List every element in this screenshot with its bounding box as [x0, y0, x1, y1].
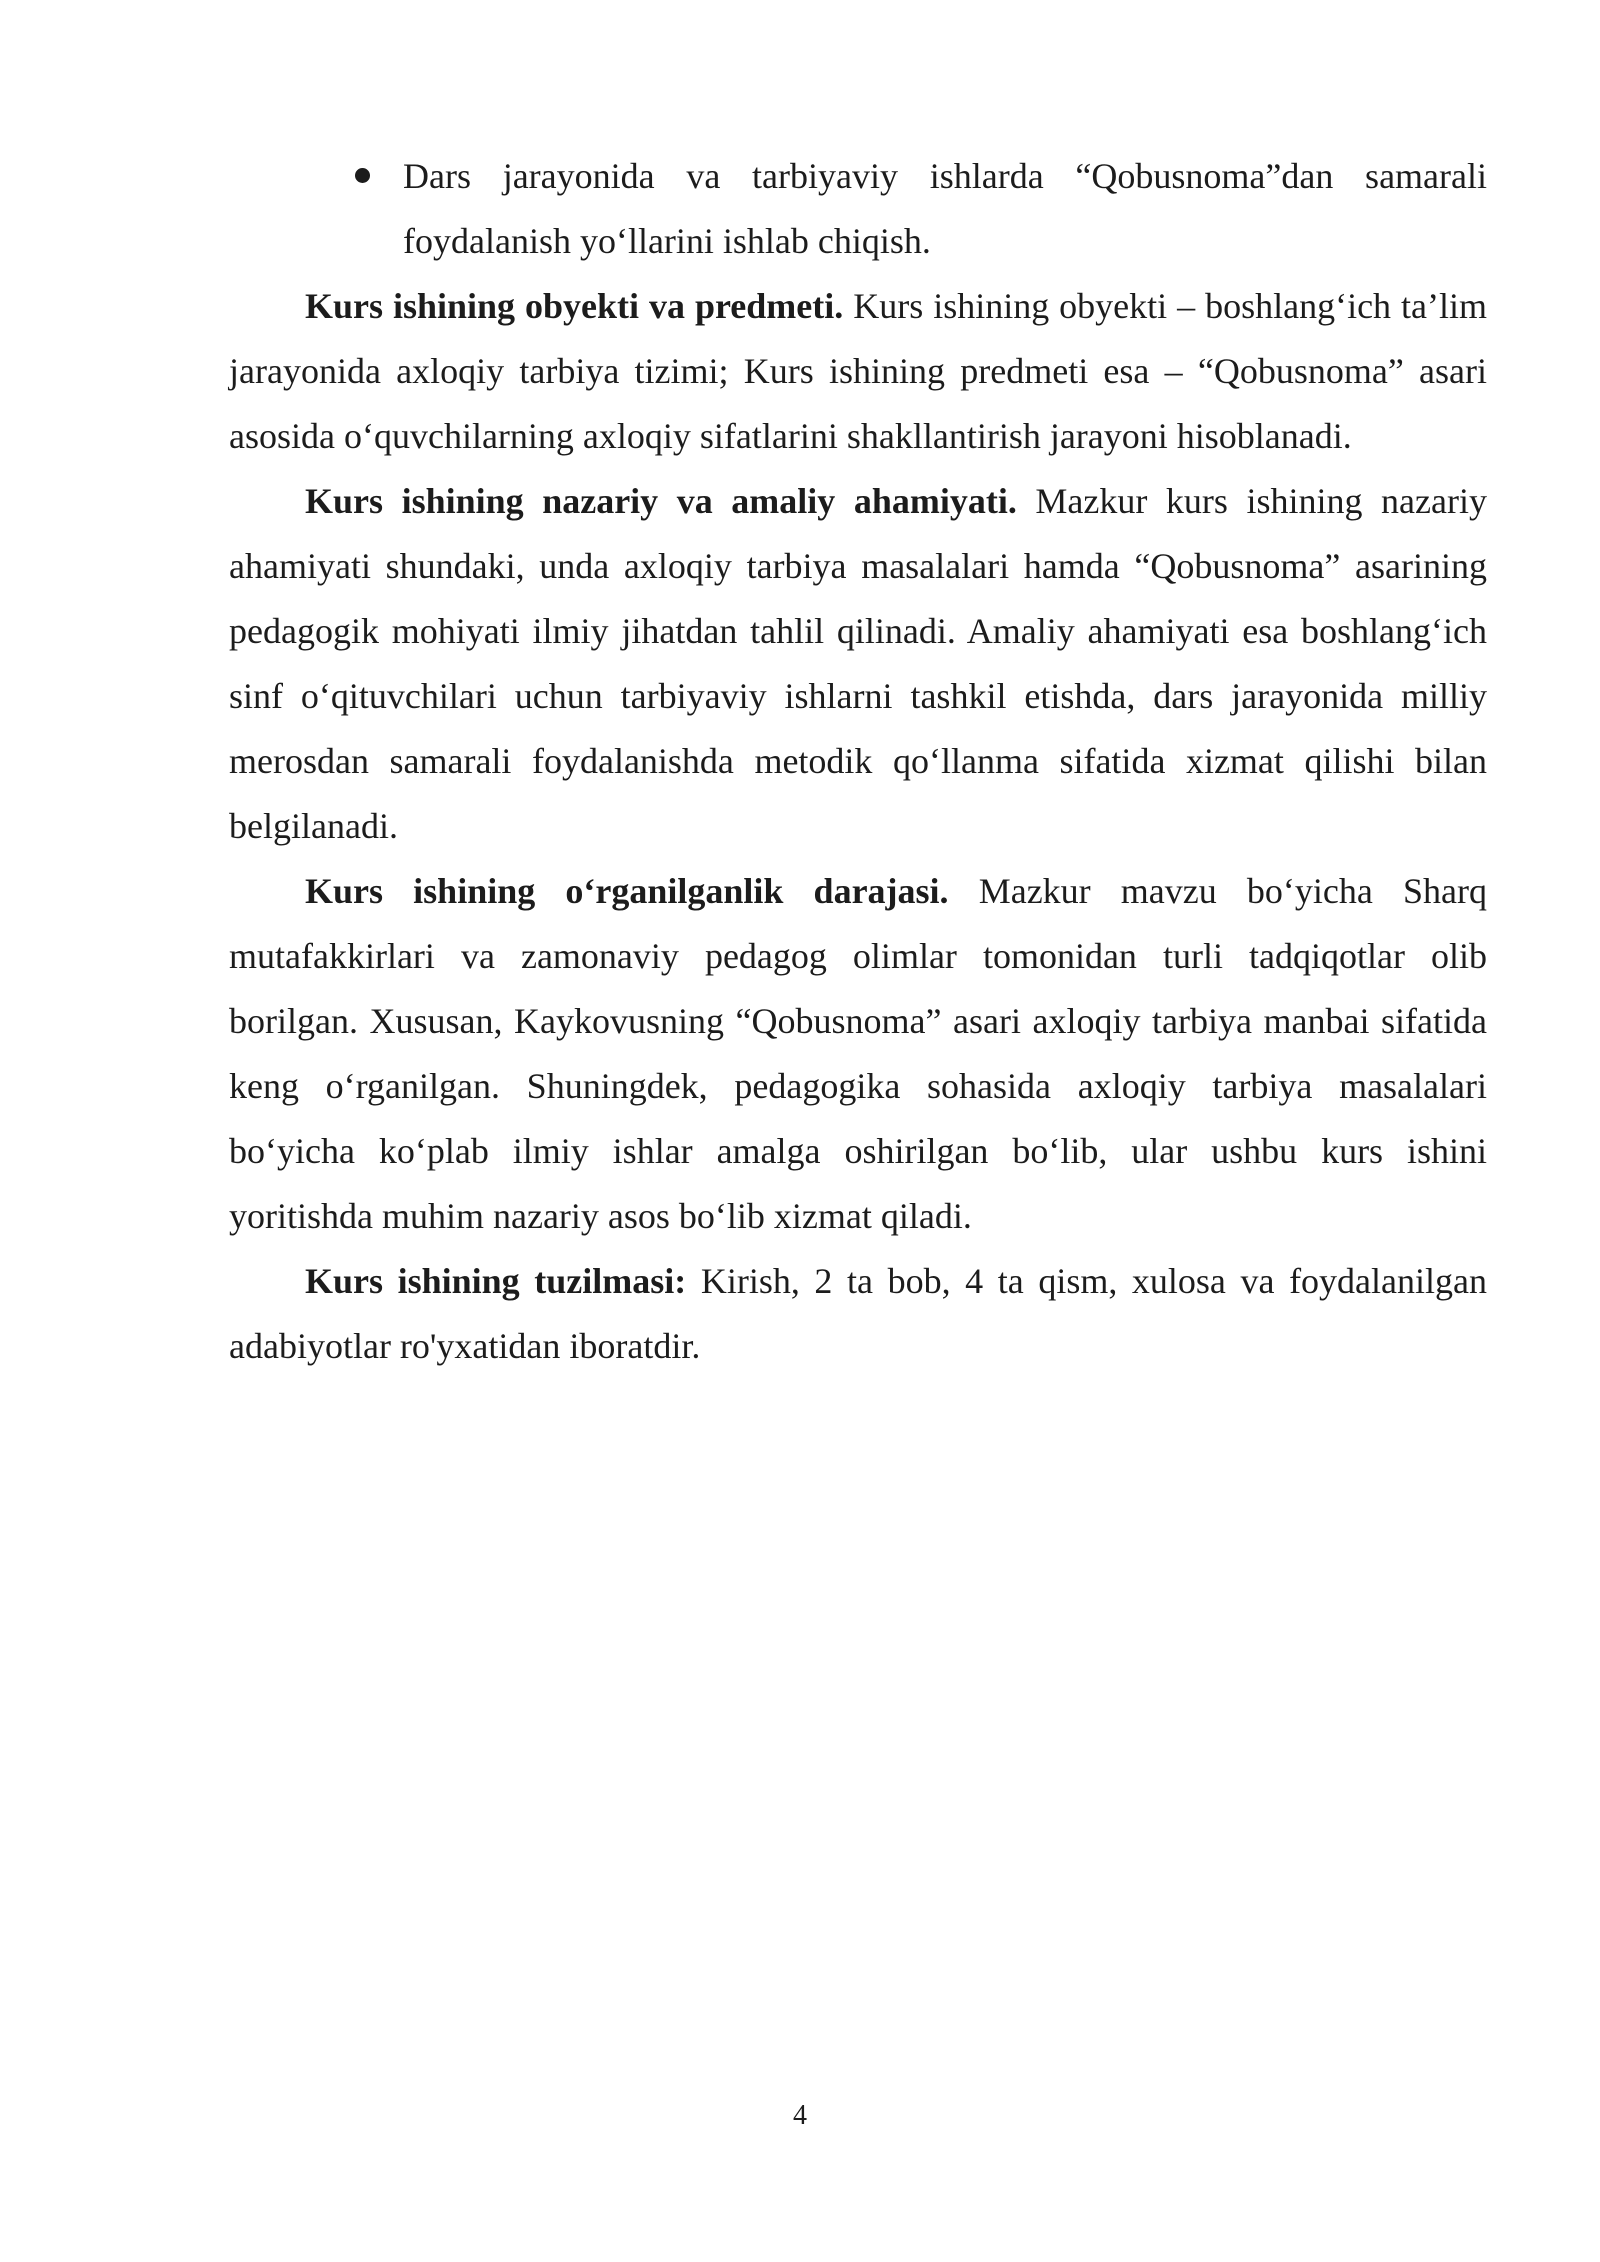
bullet-text: Dars jarayonida va tarbiyaviy ishlarda “Qobusnoma”dan samarali foydalanish yo‘llarini ishlab chiqish. [403, 156, 1487, 261]
page-number: 4 [793, 2100, 807, 2131]
paragraph-heading: Kurs ishining obyekti va predmeti. [305, 286, 844, 326]
paragraph-body: Mazkur kurs ishining nazariy ahamiyati shundaki, unda axloqiy tarbiya masalalari hamda “Qobusnoma” asarining pedagogik mohiyati ilmiy jihatdan tahlil qilinadi. Amaliy ahamiyati esa boshlang‘ich sinf o‘qituvchilari uchun tarbiyaviy ishlarni tashkil etishda, dars jarayonida milliy merosdan samarali foydalanishda metodik qo‘llanma sifatida xizmat qilishi bilan belgilanadi. [229, 481, 1487, 846]
paragraph-body: Mazkur mavzu bo‘yicha Sharq mutafakkirlari va zamonaviy pedagog olimlar tomonidan turli tadqiqotlar olib borilgan. Xususan, Kaykovusning “Qobusnoma” asari axloqiy tarbiya manbai sifatida keng o‘rganilgan. Shuningdek, pedagogika sohasida axloqiy tarbiya masalalari bo‘yicha ko‘plab ilmiy ishlar amalga oshirilgan bo‘lib, ular ushbu kurs ishini yoritishda muhim nazariy asos bo‘lib xizmat qiladi. [229, 871, 1487, 1236]
paragraph-structure [229, 1249, 1487, 1379]
paragraph-object-subject [229, 274, 1487, 469]
page-content [229, 144, 1487, 1379]
bullet-list-item [229, 144, 1487, 274]
paragraph-body: Kurs ishining obyekti – boshlang‘ich ta’lim jarayonida axloqiy tarbiya tizimi; Kurs ishining predmeti esa – “Qobusnoma” asari asosida o‘quvchilarning axloqiy sifatlarini shakllantirish jarayoni hisoblanadi. [229, 286, 1487, 456]
paragraph-heading: Kurs ishining o‘rganilganlik darajasi. [305, 871, 949, 911]
paragraph-significance [229, 469, 1487, 859]
bullet-dot-icon [355, 168, 370, 183]
paragraph-heading: Kurs ishining nazariy va amaliy ahamiyati. [305, 481, 1017, 521]
paragraph-study-level [229, 859, 1487, 1249]
paragraph-heading: Kurs ishining tuzilmasi: [305, 1261, 687, 1301]
paragraph-body: Kirish, 2 ta bob, 4 ta qism, xulosa va foydalanilgan adabiyotlar ro'yxatidan iboratdir. [229, 1261, 1487, 1366]
